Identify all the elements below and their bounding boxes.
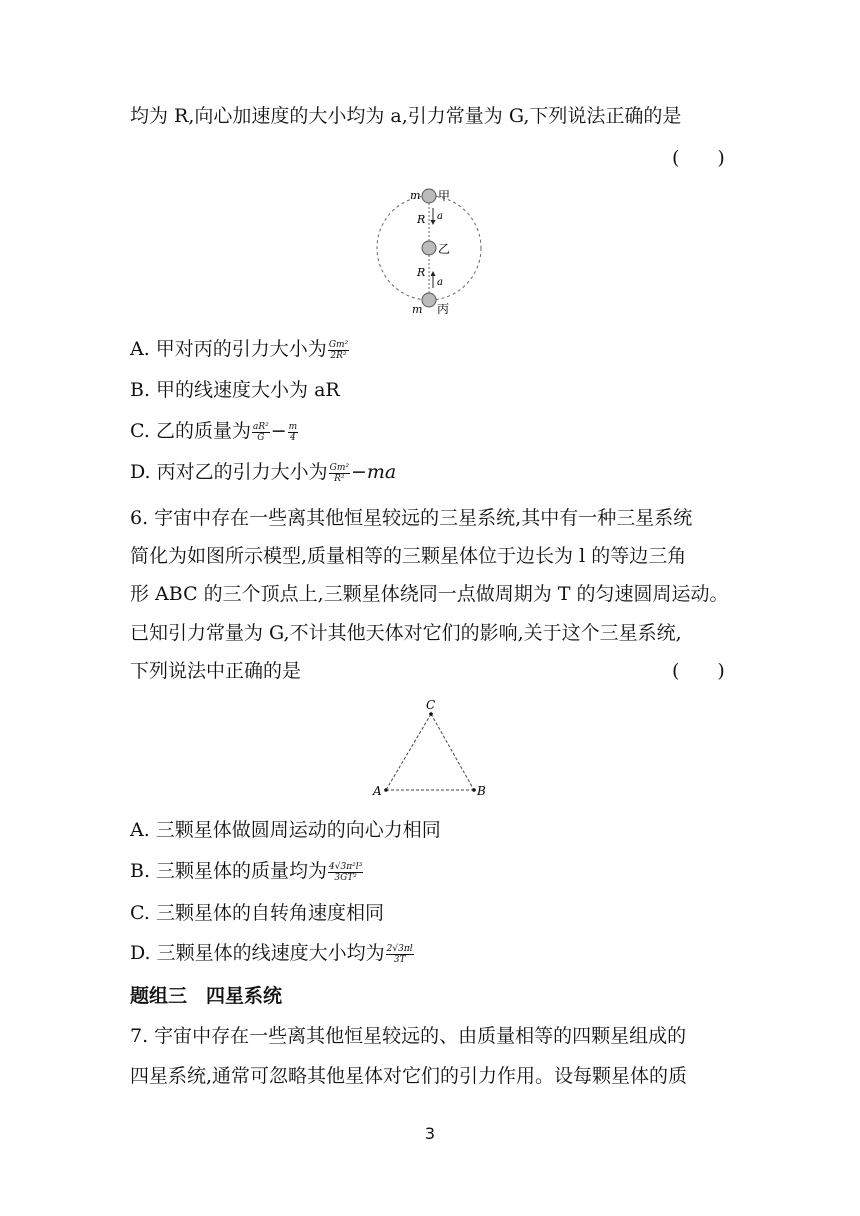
section-heading: 题组三 四星系统	[130, 985, 283, 1007]
label-a: A	[373, 784, 382, 798]
q5-option-c-fraction-2	[288, 422, 299, 443]
q6-option-a: A. 三颗星体做圆周运动的向心力相同	[130, 819, 441, 841]
fraction-denominator: G	[257, 432, 265, 443]
minus-sign: −	[270, 420, 287, 442]
vertex-b	[472, 788, 476, 792]
q5-option-b: B. 甲的线速度大小为 aR	[130, 379, 340, 401]
triangle-side-ca	[386, 714, 431, 790]
q7-stem-line-1: 7. 宇宙中存在一些离其他恒星较远的、由质量相等的四颗星组成的	[130, 1025, 687, 1047]
q6-option-c: C. 三颗星体的自转角速度相同	[130, 902, 384, 924]
q6-option-d-fraction	[386, 944, 414, 965]
accel-arrowhead-bottom	[431, 271, 436, 276]
q5-option-c-text: C. 乙的质量为	[130, 420, 251, 442]
q6-option-d-text: D. 三颗星体的线速度大小均为	[130, 942, 385, 964]
q6-stem-line-5: 下列说法中正确的是	[130, 660, 302, 682]
q5-stem-tail: 均为 R,向心加速度的大小均为 a,引力常量为 G,下列说法正确的是	[130, 105, 682, 127]
star-bing	[422, 293, 436, 307]
accel-arrowhead-top	[431, 220, 436, 225]
label-R-bottom: R	[417, 266, 426, 279]
q5-answer-bracket: ( )	[672, 147, 725, 169]
label-b: B	[477, 784, 486, 798]
label-R-top: R	[417, 213, 426, 226]
label-m-top: m	[410, 189, 421, 202]
fraction-numerator: 4√3π²l³	[329, 861, 363, 872]
q5-option-c-fraction-1	[252, 422, 270, 443]
q7-stem-line-2: 四星系统,通常可忽略其他星体对它们的引力作用。设每颗星体的质	[130, 1065, 688, 1087]
q5-option-d-suffix: −ma	[350, 461, 397, 483]
label-a-bottom: a	[437, 277, 443, 288]
star-yi	[422, 241, 436, 255]
q5-option-d-fraction	[329, 463, 350, 484]
label-a-top: a	[437, 211, 443, 222]
q6-option-b-fraction	[328, 862, 363, 883]
q6-figure	[368, 697, 492, 801]
q6-stem-line-2: 简化为如图所示模型,质量相等的三颗星体位于边长为 l 的等边三角	[130, 545, 687, 567]
fraction-denominator: R²	[334, 473, 345, 484]
q6-option-b	[130, 859, 364, 883]
label-bing: 丙	[437, 302, 450, 316]
q5-option-c	[130, 419, 299, 443]
label-jia: 甲	[438, 189, 451, 203]
triangle-side-cb	[431, 714, 474, 790]
vertex-a	[384, 788, 388, 792]
q5-figure	[370, 178, 490, 318]
label-yi: 乙	[438, 242, 451, 256]
q5-option-d-text: D. 丙对乙的引力大小为	[130, 461, 328, 483]
vertex-c	[429, 712, 433, 716]
star-jia	[422, 189, 436, 203]
fraction-denominator: 4	[290, 432, 296, 443]
q5-option-a-text: A. 甲对丙的引力大小为	[130, 338, 327, 360]
q6-answer-bracket: ( )	[672, 660, 725, 682]
fraction-numerator: 2√3πl	[386, 943, 413, 954]
q6-option-d	[130, 941, 415, 965]
fraction-numerator: Gm²	[329, 462, 349, 473]
q6-stem-line-4: 已知引力常量为 G,不计其他天体对它们的影响,关于这个三星系统,	[130, 622, 682, 644]
fraction-denominator: 3T	[393, 954, 406, 965]
q5-option-a-fraction	[328, 340, 349, 361]
page-number: 3	[424, 1124, 436, 1143]
fraction-numerator: Gm²	[328, 339, 349, 350]
q6-option-b-text: B. 三颗星体的质量均为	[130, 860, 328, 882]
label-m-bottom: m	[412, 303, 423, 316]
q5-option-a	[130, 337, 350, 361]
q5-option-d	[130, 460, 396, 484]
q6-stem-line-1: 6. 宇宙中存在一些离其他恒星较远的三星系统,其中有一种三星系统	[130, 507, 693, 529]
fraction-denominator: 3GT²	[334, 872, 357, 883]
fraction-denominator: 2R²	[330, 350, 347, 361]
fraction-numerator: m	[288, 421, 298, 432]
fraction-numerator: aR²	[252, 421, 269, 432]
label-c: C	[426, 698, 436, 712]
q6-stem-line-3: 形 ABC 的三个顶点上,三颗星体绕同一点做周期为 T 的匀速圆周运动。	[130, 583, 729, 605]
